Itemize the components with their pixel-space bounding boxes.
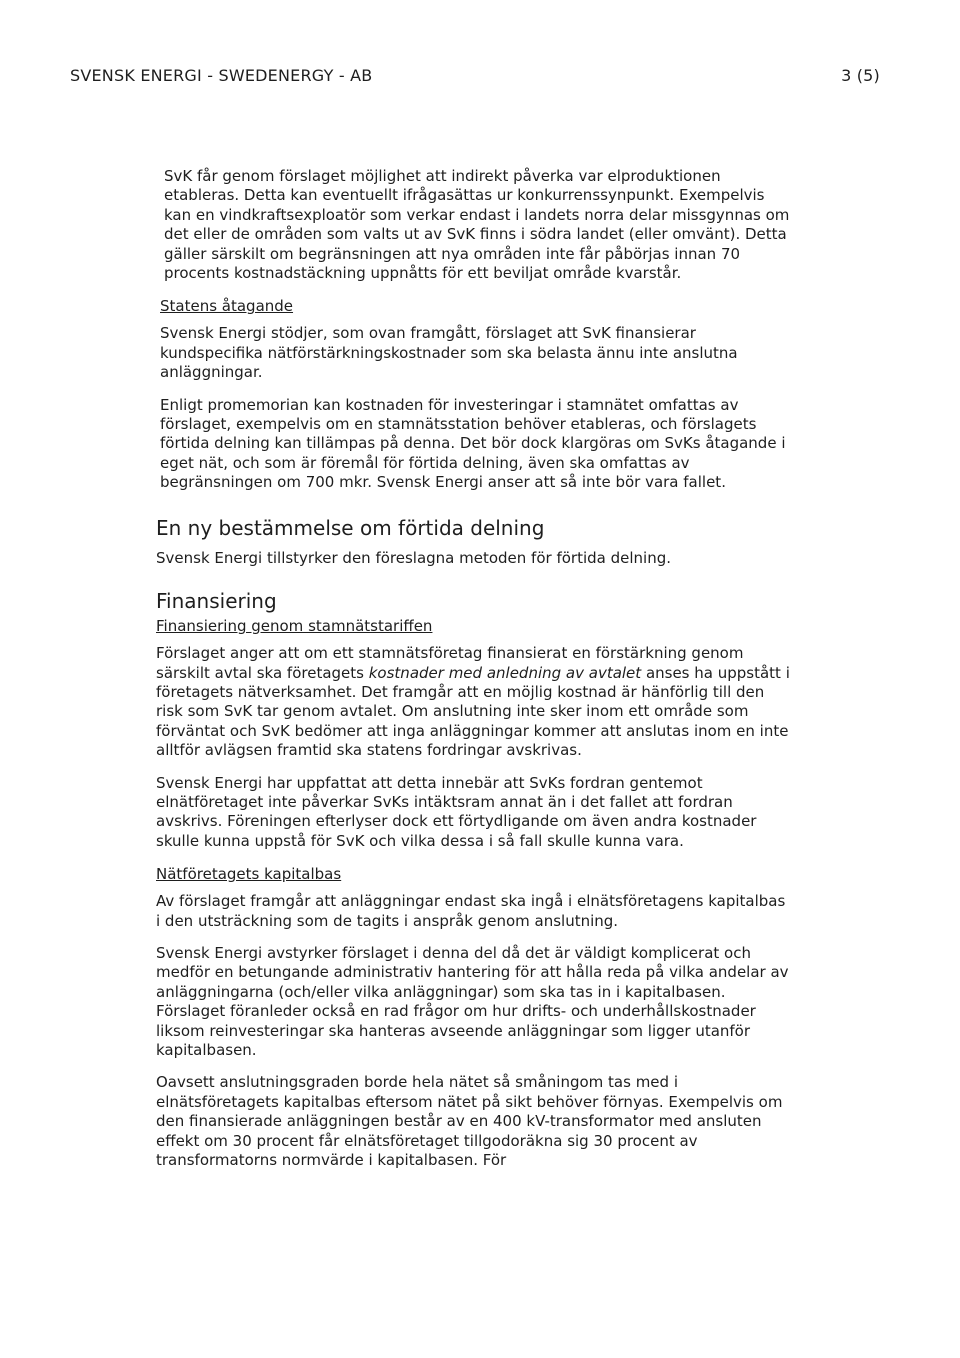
subheading-stamnatstariffen: Finansiering genom stamnätstariffen — [156, 617, 433, 636]
paragraph-tillstyrker: Svensk Energi tillstyrker den föreslagna metoden för förtida delning. — [156, 548, 671, 567]
paragraph-anslutningsgraden: Oavsett anslutningsgraden borde hela nätet så småningom tas med i elnätsföretagets kapitalbas eftersom nätet på sikt behöver förnyas. Exempelvis om den finansierade anläggningen består av en 400 kV-transformator med ansluten effekt om 30 procent får elnätsföretaget tillgodoräkna sig 30 procent av transformatorns normvärde i kapitalbasen. För — [156, 1073, 783, 1170]
paragraph-forslaget-anger — [156, 644, 792, 760]
header-title: SVENSK ENERGI - SWEDENERGY - AB — [70, 66, 373, 85]
paragraph-text: Förslaget anger att om ett stamnätsföretag finansierat en förstärkning genom särskilt avtal ska företagets — [156, 644, 744, 682]
paragraph-avstyrker: Svensk Energi avstyrker förslaget i denna del då det är väldigt komplicerat och medför en betungande administrativ hantering för att hålla reda på vilka andelar av anläggningarna (och/eller vilka anläggningar) som ska tas in i kapitalbasen. Förslaget föranleder också en rad frågor om hur drifts- och underhållskostnader liksom reinvesteringar ska hanteras avseende anläggningar som ligger utanför kapitalbasen. — [156, 943, 789, 1059]
paragraph-anlaggningar: Av förslaget framgår att anläggningar endast ska ingå i elnätsföretagens kapitalbas i den utsträckning som de tagits i anspråk genom anslutning. — [156, 892, 786, 930]
heading-finansiering: Finansiering — [156, 589, 277, 614]
page-number: 3 (5) — [841, 66, 880, 85]
paragraph-promemorian: Enligt promemorian kan kostnaden för investeringar i stamnätet omfattas av förslaget, exempelvis om en stamnätsstation behöver etableras, och förslagets förtida delning kan tillämpas på denna. Det bör dock klargöras om SvKs åtagande i eget nät, och som är föremål för förtida delning, även ska omfattas av begränsningen om 700 mkr. Svensk Energi anser att så inte bör vara fallet. — [160, 395, 786, 492]
subheading-statens-atagande: Statens åtagande — [160, 297, 294, 316]
paragraph-fordran: Svensk Energi har uppfattat att detta innebär att SvKs fordran gentemot elnätföretaget inte påverkar SvKs intäktsram annat än i det fallet att fordran avskrivs. Föreningen efterlyser dock ett förtydligande om även andra kostnader skulle kunna uppstå för SvK och vilka dessa i så fall skulle kunna vara. — [156, 773, 757, 850]
document-body — [156, 167, 792, 1183]
emphasis-text: kostnader med anledning av avtalet — [368, 663, 642, 682]
subheading-kapitalbas: Nätföretagets kapitalbas — [156, 865, 342, 884]
heading-fortida-delning: En ny bestämmelse om förtida delning — [156, 515, 545, 540]
paragraph-stodjer: Svensk Energi stödjer, som ovan framgått, förslaget att SvK finansierar kundspecifika nätförstärkningskostnader som ska belasta ännu inte anslutna anläggningar. — [160, 324, 738, 382]
page-header — [70, 66, 880, 85]
paragraph-konkurrens: SvK får genom förslaget möjlighet att indirekt påverka var elproduktionen etableras. Detta kan eventuellt ifrågasättas ur konkurrenssynpunkt. Exempelvis kan en vindkraftsexploatör som verkar endast i landets norra delar missgynnas om det eller de områden som valts ut av SvK finns i södra landet (eller omvänt). Detta gäller särskilt om begränsningen att nya områden inte får påbörjas innan 70 procents kostnadstäckning uppnåtts för ett beviljat område kvarstår. — [164, 167, 790, 283]
paragraph-text: anses ha uppstått i företagets nätverksamhet. Det framgår att en möjlig kostnad är hänförlig till den risk som SvK tar genom avtalet. Om anslutning inte sker inom ett område som förväntat och SvK bedömer att inga anläggningar kommer att anslutas inom en inte alltför avlägsen framtid ska statens fordringar avskrivas. — [156, 663, 790, 760]
